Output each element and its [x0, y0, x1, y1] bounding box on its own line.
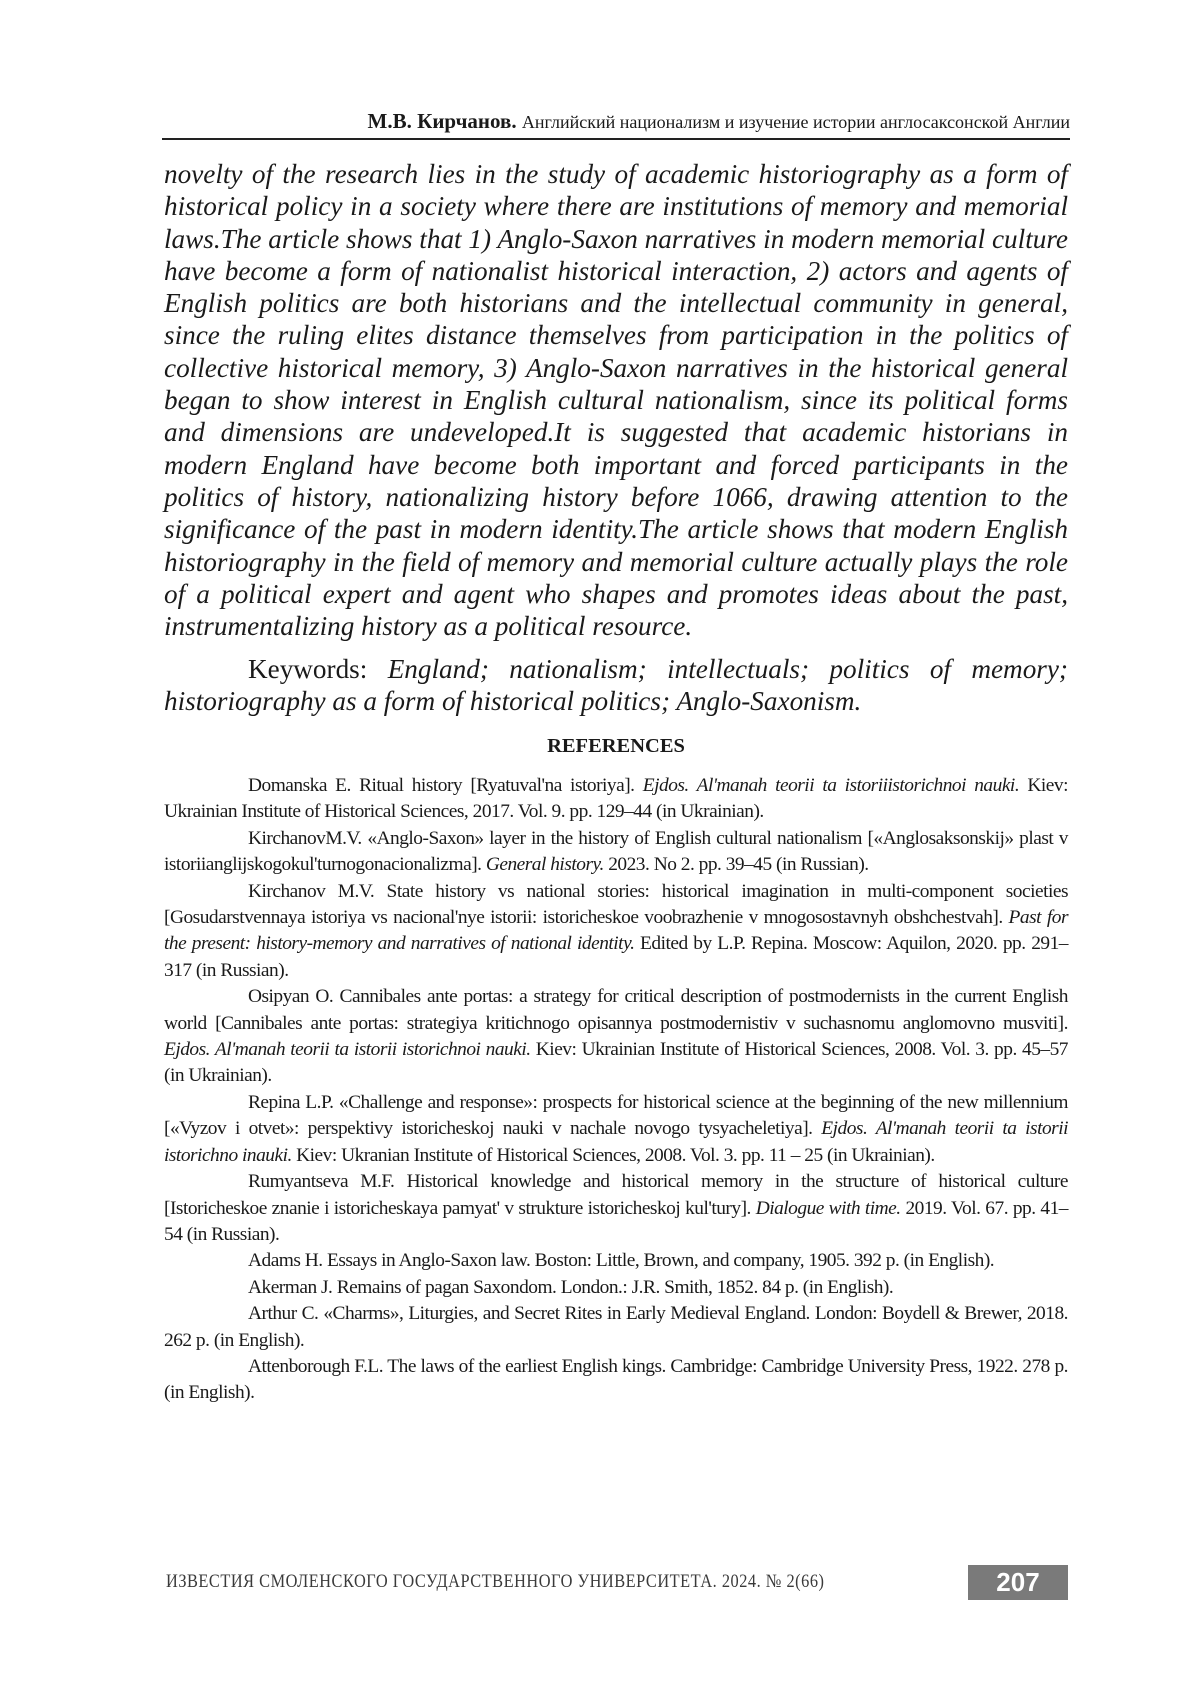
- reference-source: Ejdos. Al'manah teorii ta istorii istorichno inauki.: [164, 1118, 1069, 1166]
- reference-item: [164, 1090, 1068, 1169]
- reference-source: Ejdos. Al'manah teorii ta istorii istorichnoi nauki.: [164, 1039, 531, 1061]
- reference-text: Osipyan O. Cannibales ante portas: a strategy for critical description of postmodernists in the current English world [Cannibales ante portas: strategiya kritichnogo opisannya postmodernistiv v suchasnomu anglomovno musviti].: [164, 986, 1068, 1034]
- reference-item: [164, 1354, 1068, 1407]
- header-title: Английский национализм и изучение истории англосаксонской Англии: [521, 112, 1070, 132]
- reference-details: 2023. No 2. pp. 39–45 (in Russian).: [603, 854, 869, 876]
- reference-source: Ejdos. Al'manah teorii ta istoriiistorichnoi nauki.: [642, 775, 1020, 796]
- reference-source: General history.: [485, 854, 604, 876]
- reference-details: 2019. Vol. 67. pp. 41–54 (in Russian).: [164, 1197, 1069, 1245]
- reference-item: [164, 826, 1068, 879]
- reference-text: Adams H. Essays in Anglo-Saxon law. Boston: Little, Brown, and company, 1905. 392 p. (in English).: [248, 1250, 995, 1272]
- reference-text: Domanska E. Ritual history [Ryatuval'na istoriya].: [248, 775, 643, 796]
- reference-source: Dialogue with time.: [755, 1197, 901, 1219]
- abstract-text: novelty of the research lies in the study of academic historiography as a form of historical policy in a society where there are institutions of memory and memorial laws.The article shows that 1) Anglo-Saxon narratives in modern memorial culture have become a form of nationalist historical interaction, 2) actors and agents of English politics are both historians and the intellectual community in general, since the ruling elites distance themselves from participation in the politics of collective historical memory, 3) Anglo-Saxon narratives in the historical general began to show interest in English cultural nationalism, since its political forms and dimensions are undeveloped.It is suggested that academic historians in modern England have become both important and forced participants in the politics of history, nationalizing history before 1066, drawing attention to the significance of the past in modern identity.The article shows that modern English historiography in the field of memory and memorial culture actually plays the role of a political expert and agent who shapes and promotes ideas about the past, instrumentalizing history as a political resource.: [164, 159, 1068, 642]
- page-number-badge: 207: [968, 1565, 1068, 1600]
- reference-item: [164, 1301, 1068, 1354]
- keywords: [164, 653, 1068, 718]
- reference-details: Kiev: Ukranian Institute of Historical Sciences, 2008. Vol. 3. pp. 11 – 25 (in Ukrainian).: [291, 1144, 935, 1166]
- reference-details: Kiev: Ukrainian Institute of Historical Sciences, 2017. Vol. 9. pp. 129–44 (in Ukrainian).: [164, 775, 1068, 823]
- keywords-values: England; nationalism; intellectuals; politics of memory; historiography as a form of historical politics; Anglo-Saxonism.: [164, 654, 1068, 717]
- reference-item: [164, 1169, 1068, 1248]
- reference-item: [164, 879, 1068, 985]
- reference-text: Akerman J. Remains of pagan Saxondom. London.: J.R. Smith, 1852. 84 p. (in English).: [248, 1276, 894, 1298]
- keywords-label: Keywords:: [248, 654, 388, 684]
- reference-item: [164, 1248, 1068, 1274]
- reference-item: [164, 773, 1068, 826]
- reference-text: Attenborough F.L. The laws of the earliest English kings. Cambridge: Cambridge University Press, 1922. 278 p. (in English).: [164, 1355, 1068, 1404]
- footer-journal-name: ИЗВЕСТИЯ СМОЛЕНСКОГО ГОСУДАРСТВЕННОГО УНИВЕРСИТЕТА. 2024. № 2(66): [166, 1571, 825, 1592]
- reference-text: KirchanovM.V. «Anglo-Saxon» layer in the history of English cultural nationalism [«Anglosaksonskij» plast v istoriianglijskogokul'turnogonacionalizma].: [164, 827, 1068, 876]
- reference-item: [164, 984, 1068, 1090]
- reference-details: Kiev: Ukrainian Institute of Historical Sciences, 2008. Vol. 3. pp. 45–57 (in Ukrainian).: [164, 1039, 1068, 1087]
- running-header: [162, 108, 1070, 140]
- header-author: М.В. Кирчанов.: [367, 109, 517, 133]
- reference-text: Arthur C. «Charms», Liturgies, and Secret Rites in Early Medieval England. London: Boydell & Brewer, 2018. 262 p. (in English).: [164, 1303, 1068, 1351]
- reference-details: Edited by L.P. Repina. Moscow: Aquilon, 2020. pp. 291–317 (in Russian).: [164, 933, 1068, 981]
- reference-source: Past for the present: history-memory and narratives of national identity.: [164, 907, 1068, 955]
- reference-text: Repina L.P. «Challenge and response»: prospects for historical science at the beginning of the new millennium [«Vyzov i otvet»: perspektivy istoricheskoj nauki v nachale novogo tysyacheletiya].: [164, 1091, 1068, 1140]
- reference-item: [164, 1275, 1068, 1301]
- reference-text: Rumyantseva M.F. Historical knowledge and historical memory in the structure of historical culture [Istoricheskoe znanie i istoricheskaya pamyat' v strukture istoricheskoj kul'tury].: [164, 1171, 1068, 1219]
- references-list: [164, 773, 1068, 1407]
- references-heading: REFERENCES: [547, 735, 685, 757]
- reference-text: Kirchanov M.V. State history vs national stories: historical imagination in multi-component societies [Gosudarstvennaya istoriya vs nacional'nye istorii: istoricheskoe voobrazhenie v mnogosostavnyh obshchestvah].: [164, 880, 1068, 929]
